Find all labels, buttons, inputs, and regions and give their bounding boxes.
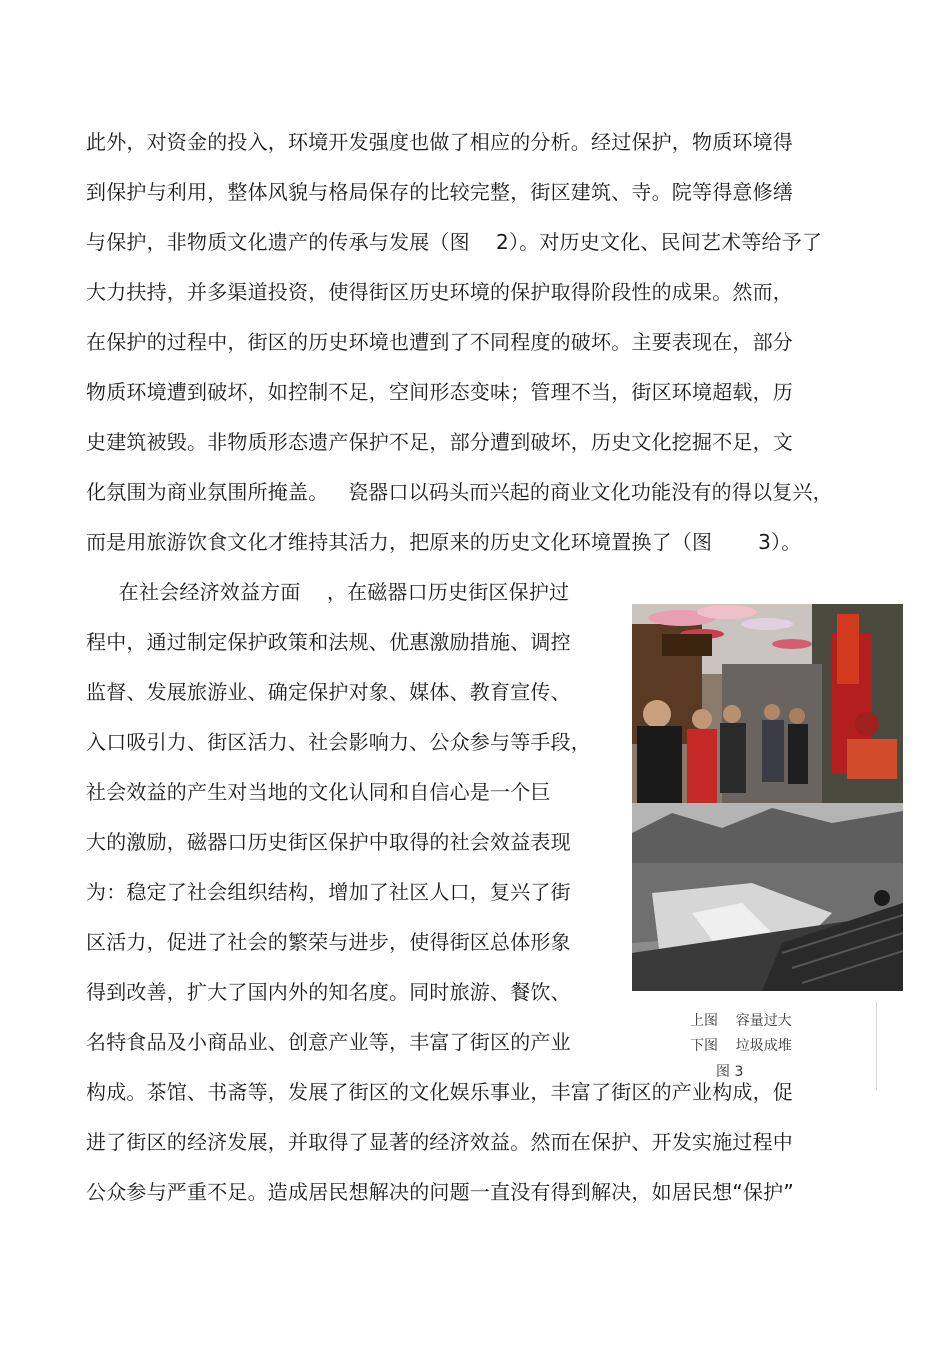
garbage-pile-photo — [632, 803, 903, 991]
paragraph-2-line: 程中，通过制定保护政策和法规、优惠激励措施、调控 — [86, 630, 571, 654]
paragraph-1-line: 到保护与利用，整体风貌与格局保存的比较完整，街区建筑、寺。院等得意修缮 — [86, 180, 793, 204]
paragraph-2-line: 公众参与严重不足。造成居民想解决的问题一直没有得到解决，如居民想“保护” — [86, 1180, 794, 1204]
figure-caption-top: 上图 容量过大 — [690, 1013, 792, 1029]
paragraph-1-line: 与保护，非物质文化遗产的传承与发展（图 2）。对历史文化、民间艺术等给予了 — [86, 230, 823, 254]
figure-caption-bottom: 下图 垃圾成堆 — [690, 1038, 792, 1054]
figure-label: 图 3 — [716, 1064, 744, 1080]
paragraph-1-line: 大力扶持，并多渠道投资，使得街区历史环境的保护取得阶段性的成果。然而， — [86, 280, 793, 304]
paragraph-2-line: 大的激励，磁器口历史街区保护中取得的社会效益表现 — [86, 830, 571, 854]
paragraph-1-line: 此外，对资金的投入，环境开发强度也做了相应的分析。经过保护，物质环境得 — [86, 130, 793, 154]
paragraph-1-line: 而是用旅游饮食文化才维持其活力，把原来的历史文化环境置换了（图 3）。 — [86, 530, 802, 554]
paragraph-1-line: 史建筑被毁。非物质形态遗产保护不足，部分遭到破坏，历史文化挖掘不足，文 — [86, 430, 793, 454]
figure-divider — [876, 1002, 877, 1090]
paragraph-2-line: 得到改善，扩大了国内外的知名度。同时旅游、餐饮、 — [86, 980, 571, 1004]
paragraph-1-line: 物质环境遭到破坏，如控制不足，空间形态变味；管理不当，街区环境超载，历 — [86, 380, 793, 404]
crowded-street-photo — [632, 604, 903, 803]
paragraph-2-line: 进了街区的经济发展，并取得了显著的经济效益。然而在保护、开发实施过程中 — [86, 1130, 793, 1154]
paragraph-2-line: 为：稳定了社会组织结构，增加了社区人口，复兴了街 — [86, 880, 571, 904]
paragraph-2-line: 社会效益的产生对当地的文化认同和自信心是一个巨 — [86, 780, 551, 804]
paragraph-2-line: 监督、发展旅游业、确定保护对象、媒体、教育宣传、 — [86, 680, 571, 704]
paragraph-1-line: 化氛围为商业氛围所掩盖。 瓷器口以码头而兴起的商业文化功能没有的得以复兴， — [86, 480, 833, 504]
paragraph-2-line: 构成。茶馆、书斋等，发展了街区的文化娱乐事业，丰富了街区的产业构成，促 — [86, 1080, 793, 1104]
paragraph-2-line: 名特食品及小商品业、创意产业等，丰富了街区的产业 — [86, 1030, 571, 1054]
paragraph-2-line: 区活力，促进了社会的繁荣与进步，使得街区总体形象 — [86, 930, 571, 954]
paragraph-1-line: 在保护的过程中，街区的历史环境也遭到了不同程度的破坏。主要表现在，部分 — [86, 330, 793, 354]
paragraph-2-line: 入口吸引力、街区活力、社会影响力、公众参与等手段， — [86, 730, 591, 754]
paragraph-2-line: 在社会经济效益方面 ，在磁器口历史街区保护过 — [86, 580, 570, 604]
